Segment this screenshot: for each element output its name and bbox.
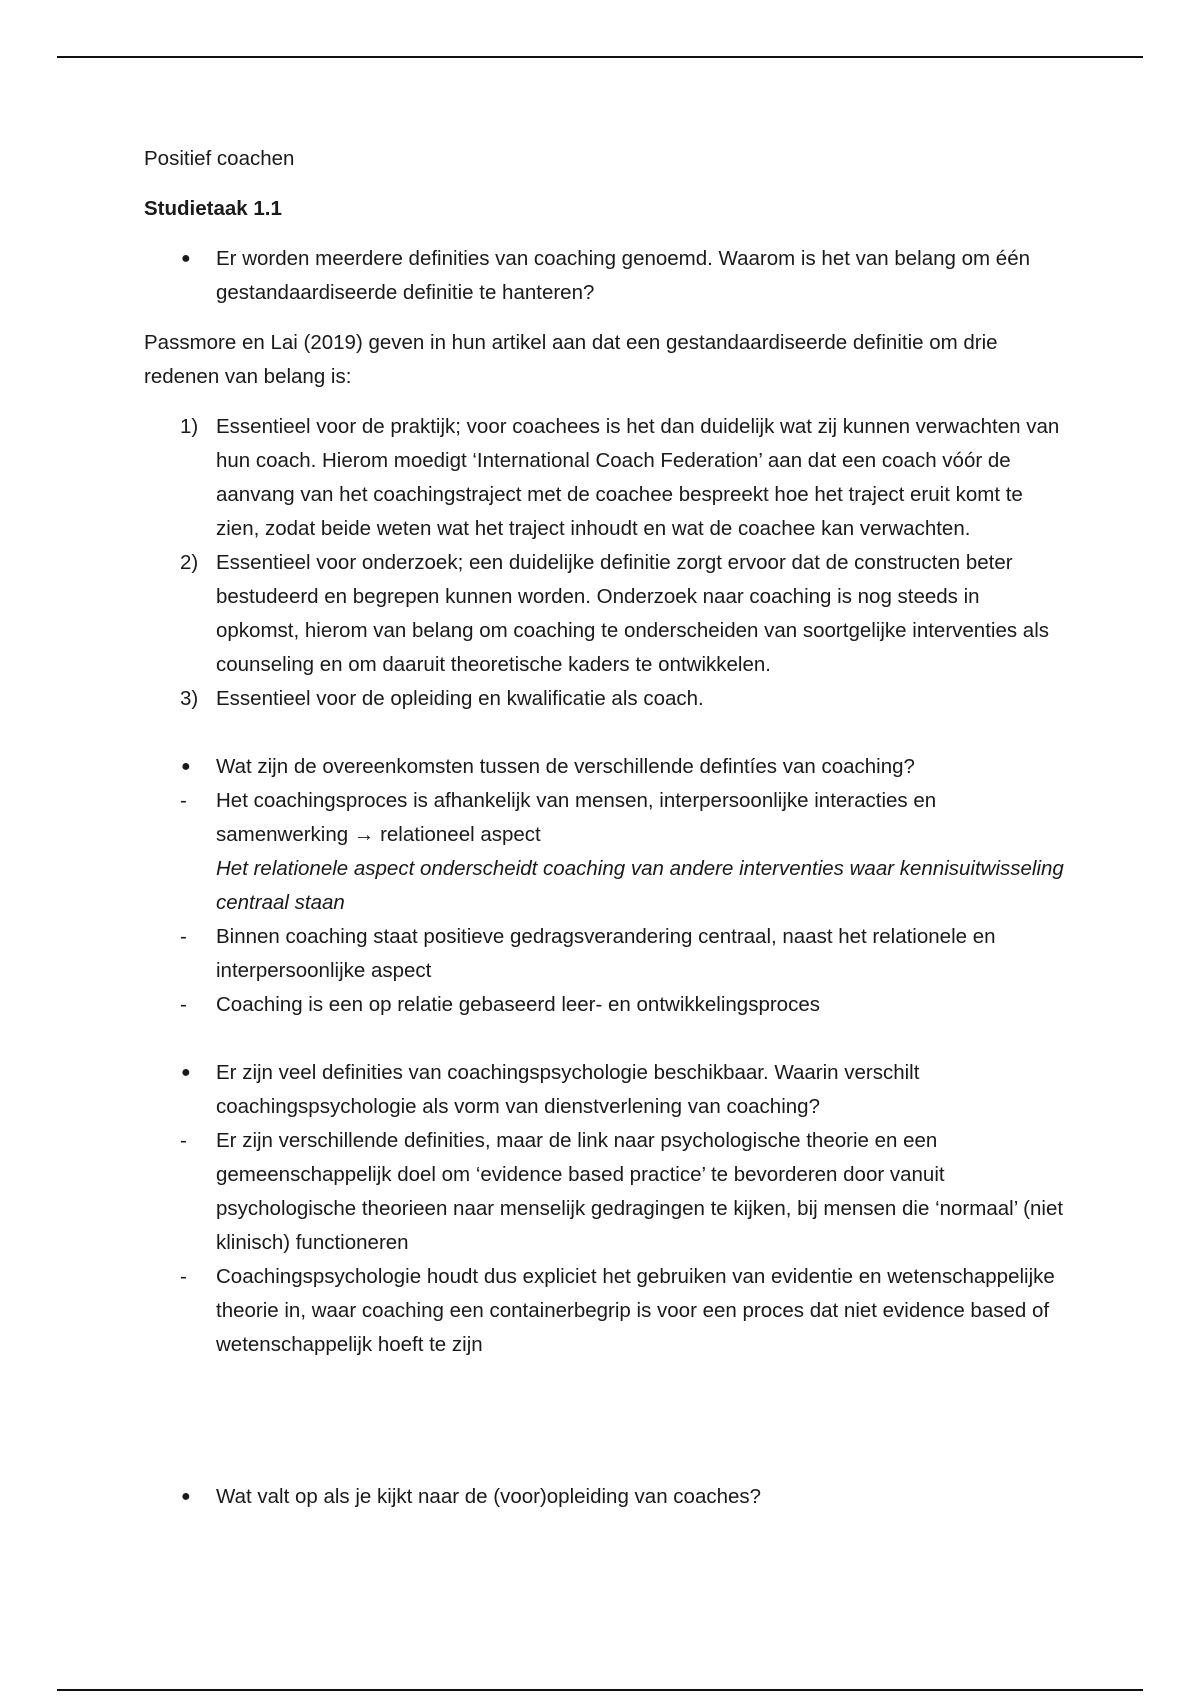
answer-text: Het coachingsproces is afhankelijk van mensen, interpersoonlijke interacties en samenwerking [216, 789, 937, 846]
answer-text: relationeel aspect [374, 823, 541, 846]
question-text: Wat valt op als je kijkt naar de (voor)opleiding van coaches? [216, 1485, 762, 1508]
list-number: 2) [180, 551, 199, 574]
bullet-icon: ● [181, 1488, 191, 1505]
arrow-right-icon: → [353, 823, 375, 846]
reason-3 [144, 682, 1064, 716]
question-3 [144, 1056, 1064, 1124]
question-text: Er worden meerdere definities van coaching genoemd. Waarom is het van belang om één gestandaardiseerde definitie te hanteren? [216, 247, 1031, 304]
answer-text: Er zijn verschillende definities, maar de link naar psychologische theorie en een gemeenschappelijk doel om ‘evidence based practice’ te bevorderen door vanuit psychologische theorieen naar menselijk gedragingen te kijken, bij mensen die ‘normaal’ (niet klinisch) functioneren [216, 1129, 1064, 1254]
reason-text: Essentieel voor onderzoek; een duidelijke definitie zorgt ervoor dat de constructen beter bestudeerd en begrepen kunnen worden. Onderzoek naar coaching is nog steeds in opkomst, hierom van belang om coaching te onderscheiden van soortgelijke interventies als counseling en om daaruit theoretische kaders te ontwikkelen. [216, 551, 1050, 676]
list-number: 3) [180, 687, 199, 710]
dash-marker: - [180, 789, 187, 812]
spacer [144, 1022, 1064, 1056]
answer-text: Coachingspsychologie houdt dus expliciet het gebruiken van evidentie en wetenschappelijke theorie in, waar coaching een containerbegrip is voor een proces dat niet evidence based of wetenschappelijk hoeft te zijn [216, 1265, 1055, 1356]
answer-item [144, 920, 1064, 988]
document-body [144, 142, 1064, 1514]
dash-marker: - [180, 1129, 187, 1152]
reason-text: Essentieel voor de praktijk; voor coachees is het dan duidelijk wat zij kunnen verwachten van hun coach. Hierom moedigt ‘International Coach Federation’ aan dat een coach vóór de aanvang van het coachingstraject met de coachee bespreekt hoe het traject eruit komt te zien, zodat beide weten wat het traject inhoudt en wat de coachee kan verwachten. [216, 415, 1060, 540]
answer-item [144, 988, 1064, 1022]
question-1 [144, 242, 1064, 310]
answer-item [144, 1260, 1064, 1362]
footer-rule [57, 1689, 1143, 1691]
answer-item [144, 1124, 1064, 1260]
dash-marker: - [180, 1265, 187, 1288]
question-text: Wat zijn de overeenkomsten tussen de verschillende defintíes van coaching? [216, 755, 915, 778]
reason-2 [144, 546, 1064, 682]
question-text: Er zijn veel definities van coachingspsychologie beschikbaar. Waarin verschilt coachingspsychologie als vorm van dienstverlening van coaching? [216, 1061, 920, 1118]
bullet-icon: ● [181, 1064, 191, 1081]
header-rule [57, 56, 1143, 58]
question-2 [144, 750, 1064, 784]
answer-note: Het relationele aspect onderscheidt coaching van andere interventies waar kennisuitwisseling centraal staan [216, 857, 1064, 914]
bullet-icon: ● [181, 758, 191, 775]
dash-marker: - [180, 993, 187, 1016]
spacer [144, 1362, 1064, 1480]
answer-intro: Passmore en Lai (2019) geven in hun artikel aan dat een gestandaardiseerde definitie om drie redenen van belang is: [144, 331, 998, 388]
dash-marker: - [180, 925, 187, 948]
answer-text: Coaching is een op relatie gebaseerd leer- en ontwikkelingsproces [216, 993, 820, 1016]
answer-item [144, 784, 1064, 920]
bullet-icon: ● [181, 250, 191, 267]
spacer [144, 716, 1064, 750]
list-number: 1) [180, 415, 199, 438]
answer-text: Binnen coaching staat positieve gedragsverandering centraal, naast het relationele en interpersoonlijke aspect [216, 925, 996, 982]
document-title: Positief coachen [144, 147, 295, 170]
reason-text: Essentieel voor de opleiding en kwalificatie als coach. [216, 687, 704, 710]
section-heading: Studietaak 1.1 [144, 197, 282, 220]
reason-1 [144, 410, 1064, 546]
question-4 [144, 1480, 1064, 1514]
